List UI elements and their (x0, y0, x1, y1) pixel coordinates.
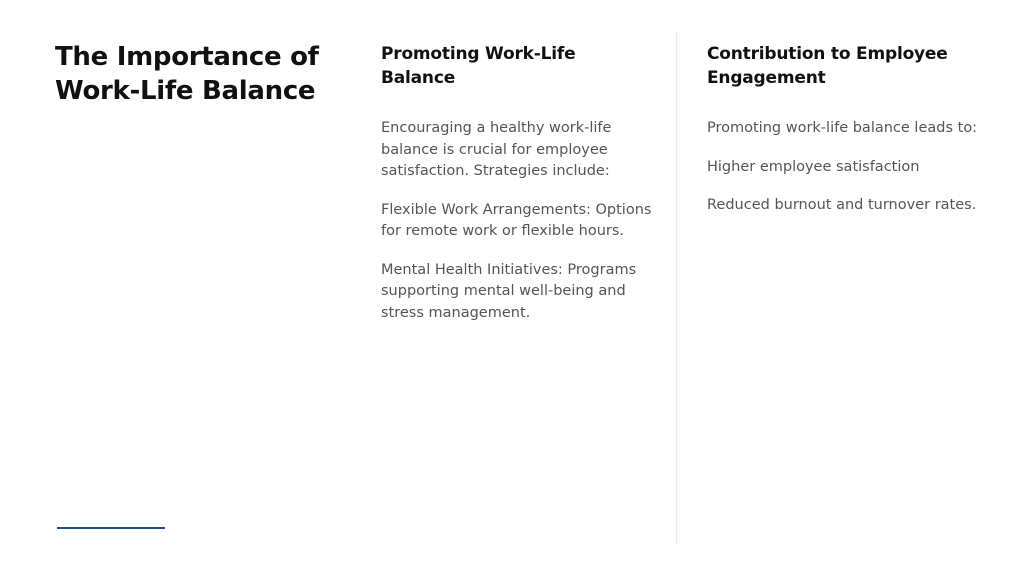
column-paragraph-burnout: Reduced burnout and turnover rates. (707, 197, 977, 213)
column-paragraph-intro: Encouraging a healthy work-life balance is crucial for employee satisfaction. Strategies include: (381, 120, 612, 179)
title-accent-line (57, 527, 165, 529)
column-paragraph-mental-health: Mental Health Initiatives: Programs supporting mental well-being and stress management. (381, 261, 637, 321)
slide-title: The Importance of Work-Life Balance (55, 42, 319, 106)
column-divider (676, 32, 677, 544)
column-paragraph-intro: Promoting work-life balance leads to: (707, 120, 978, 136)
column-paragraph-flexible-work: Flexible Work Arrangements: Options for remote work or flexible hours. (381, 201, 652, 239)
column-heading: Promoting Work-Life Balance (381, 44, 576, 88)
column-paragraph-satisfaction: Higher employee satisfaction (707, 158, 920, 175)
column-employee-engagement (707, 42, 987, 234)
column-heading: Contribution to Employee Engagement (707, 44, 948, 88)
column-promoting-balance (381, 42, 653, 341)
